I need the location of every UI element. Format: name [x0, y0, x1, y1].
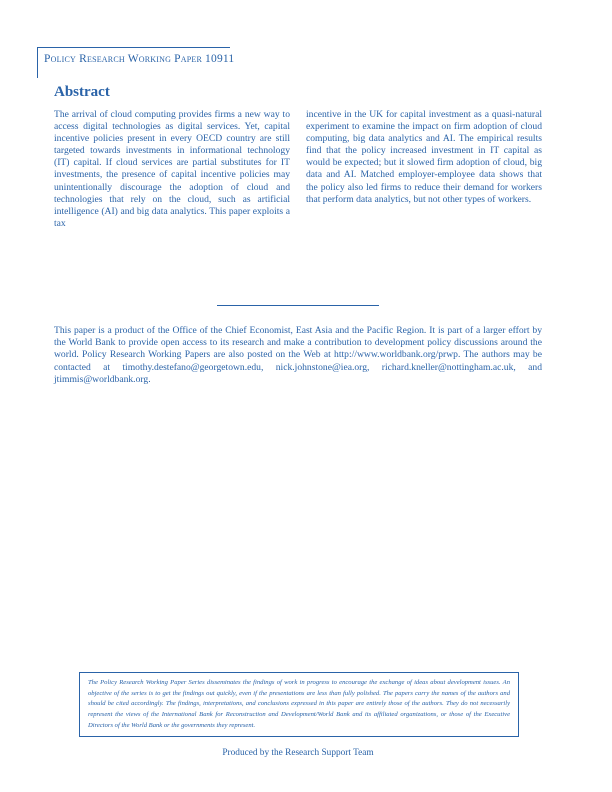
abstract-heading: Abstract [54, 84, 110, 100]
abstract-column-left: The arrival of cloud computing provides firms a new way to access digital technologies as digital services. Yet, capital incentive policies present in every OECD country are still targeted towards investments in informational technology (IT) capital. If cloud services are partial substitutes for IT investments, the presence of capital incentive policies may unintentionally discourage the adoption of cloud and technologies that rely on the cloud, such as artificial intelligence (AI) and big data analytics. This paper exploits a tax [54, 109, 290, 229]
product-note: This paper is a product of the Office of the Chief Economist, East Asia and the Pacific Region. It is part of a larger effort by the World Bank to provide open access to its research and make a contribution to development policy discussions around the world. Policy Research Working Papers are also posted on the Web at http://www.worldbank.org/prwp. The authors may be contacted at timothy.destefano@georgetown.edu, nick.johnstone@iea.org, richard.kneller@nottingham.ac.uk, and jtimmis@worldbank.org. [54, 325, 542, 385]
series-header [37, 47, 235, 78]
series-label: Policy Research Working Paper 10911 [44, 53, 235, 65]
abstract-column-right: incentive in the UK for capital investment as a quasi-natural experiment to examine the impact on firm adoption of cloud computing, big data analytics and AI. The empirical results find that the policy increased investment in IT capital as would be expected; but it slowed firm adoption of cloud, big data and AI. Matched employer-employee data shows that the policy also led firms to reduce their demand for workers that perform data analytics, but not other types of workers. [306, 109, 542, 205]
disclaimer-text: The Policy Research Working Paper Series disseminates the findings of work in progress to encourage the exchange of ideas about development issues. An objective of the series is to get the findings out quickly, even if the presentations are less than fully polished. The papers carry the names of the authors and should be cited accordingly. The findings, interpretations, and conclusions expressed in this paper are entirely those of the authors. They do not necessarily represent the views of the International Bank for Reconstruction and Development/World Bank and its affiliated organizations, or those of the Executive Directors of the World Bank or the governments they represent. [88, 679, 510, 729]
disclaimer-box [79, 672, 519, 737]
footer-credit: Produced by the Research Support Team [222, 748, 374, 758]
section-divider [217, 305, 379, 306]
